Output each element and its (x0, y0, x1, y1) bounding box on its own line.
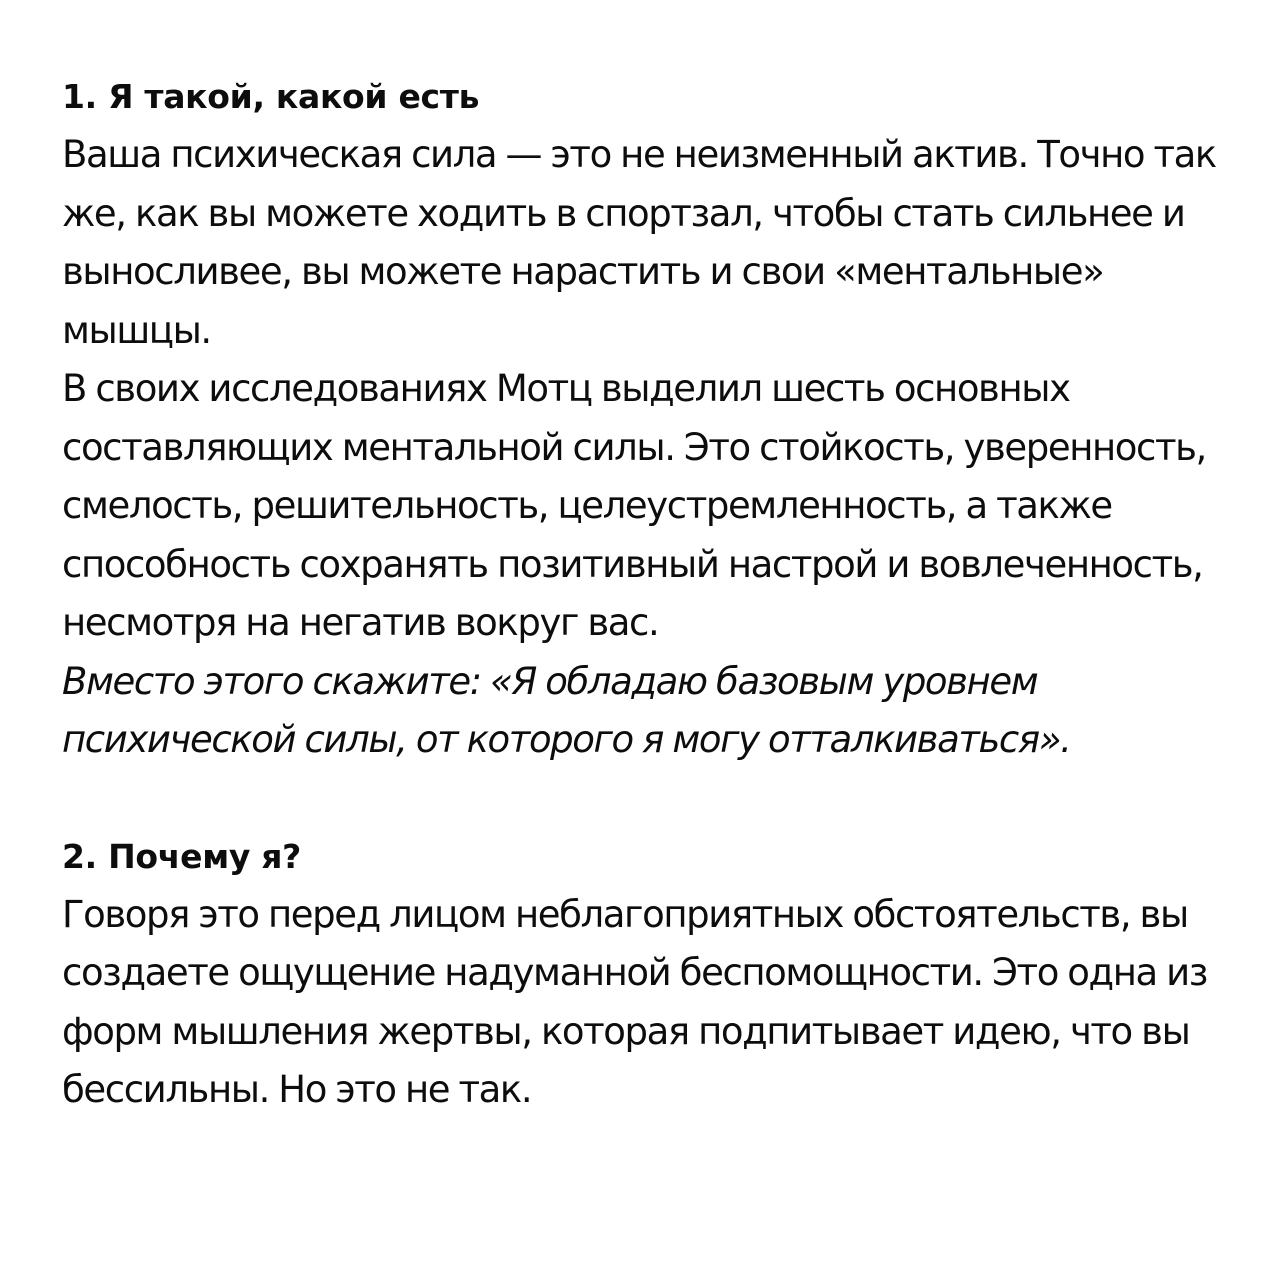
section-1 (62, 68, 1247, 770)
section-1-paragraph-2: В своих исследованиях Мотц выделил шесть основных составляющих ментальной силы. Это стойкость, уверенность, смелость, решительность, целеустремленность, а также способность сохранять позитивный настрой и вовлеченность, несмотря на негатив вокруг вас. (62, 367, 1206, 644)
article-body (62, 68, 1247, 1120)
section-2 (62, 828, 1247, 1120)
section-1-italic-quote: Вместо этого скажите: «Я обладаю базовым уровнем психической силы, от которого я могу отталкиваться». (62, 659, 1071, 761)
section-1-paragraph-1: Ваша психическая сила — это не неизменный актив. Точно так же, как вы можете ходить в спортзал, чтобы стать сильнее и выносливее, вы можете нарастить и свои «ментальные» мышцы. (62, 133, 1216, 352)
section-1-heading: 1. Я такой, какой есть (62, 77, 480, 116)
section-2-heading: 2. Почему я? (62, 836, 302, 876)
section-2-paragraph-1: Говоря это перед лицом неблагоприятных обстоятельств, вы создаете ощущение надуманной беспомощности. Это одна из форм мышления жертвы, которая подпитывает идею, что вы бессильны. Но это не так. (62, 892, 1208, 1111)
